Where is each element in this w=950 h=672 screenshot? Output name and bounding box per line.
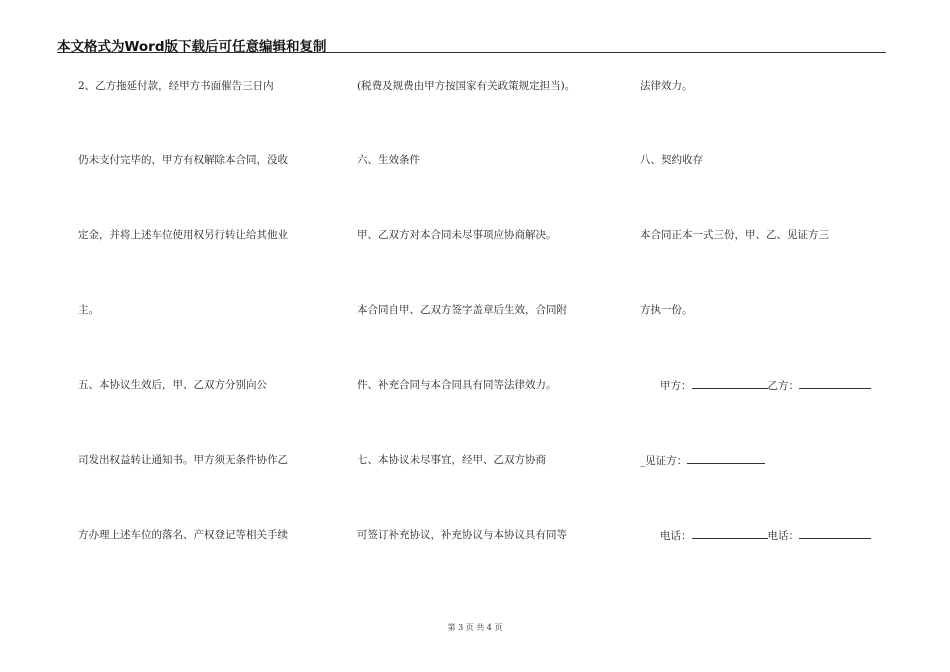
party-b-label: 乙方：: [767, 380, 800, 392]
signature-row-witness: [640, 453, 765, 468]
text-line: 司发出权益转让通知书。甲方须无条件协作乙: [78, 454, 288, 466]
text-line: 主。: [78, 304, 99, 316]
text-line: 仍未支付完毕的，甲方有权解除本合同，没收: [78, 154, 288, 166]
witness-blank: [687, 453, 765, 464]
text-line: 本合同正本一式三份，甲、乙、见证方三: [640, 229, 829, 241]
text-line: 定金，并将上述车位使用权另行转让给其他业: [78, 229, 288, 241]
text-line: 八、契约收存: [640, 154, 703, 166]
party-a-blank: [692, 378, 768, 389]
party-b-blank: [799, 378, 871, 389]
text-line: 七、本协议未尽事宜，经甲、乙双方协商: [357, 454, 546, 466]
phone-a-label: 电话：: [660, 530, 692, 542]
text-line: (税费及规费由甲方按国家有关政策规定担当)。: [357, 80, 576, 92]
text-line: 六、生效条件: [357, 154, 420, 166]
text-line: 本合同自甲、乙双方签字盖章后生效，合同附: [357, 304, 567, 316]
phone-a-blank: [692, 528, 768, 539]
text-line: 件、补充合同与本合同具有同等法律效力。: [357, 379, 557, 391]
signature-row-phones: [640, 528, 871, 543]
text-line: 方执一份。: [640, 304, 693, 316]
text-line: 五、本协议生效后，甲、乙双方分别向公: [78, 379, 267, 391]
party-a-label: 甲方：: [660, 380, 692, 392]
document-header: 本文格式为Word版下载后可任意编辑和复制: [57, 39, 327, 55]
page-number: 第 3 页 共 4 页: [447, 623, 503, 632]
header-rule: [57, 52, 886, 53]
text-line: 甲、乙双方对本合同未尽事项应协商解决。: [357, 229, 557, 241]
text-line: 2、乙方拖延付款，经甲方书面催告三日内: [78, 80, 274, 92]
witness-label: _见证方：: [640, 455, 688, 467]
phone-b-blank: [799, 528, 871, 539]
phone-b-label: 电话：: [767, 530, 800, 542]
text-line: 法律效力。: [640, 80, 693, 92]
text-line: 方办理上述车位的落名、产权登记等相关手续: [78, 529, 288, 541]
text-line: 可签订补充协议，补充协议与本协议具有同等: [357, 529, 567, 541]
signature-row-parties: [640, 378, 871, 393]
